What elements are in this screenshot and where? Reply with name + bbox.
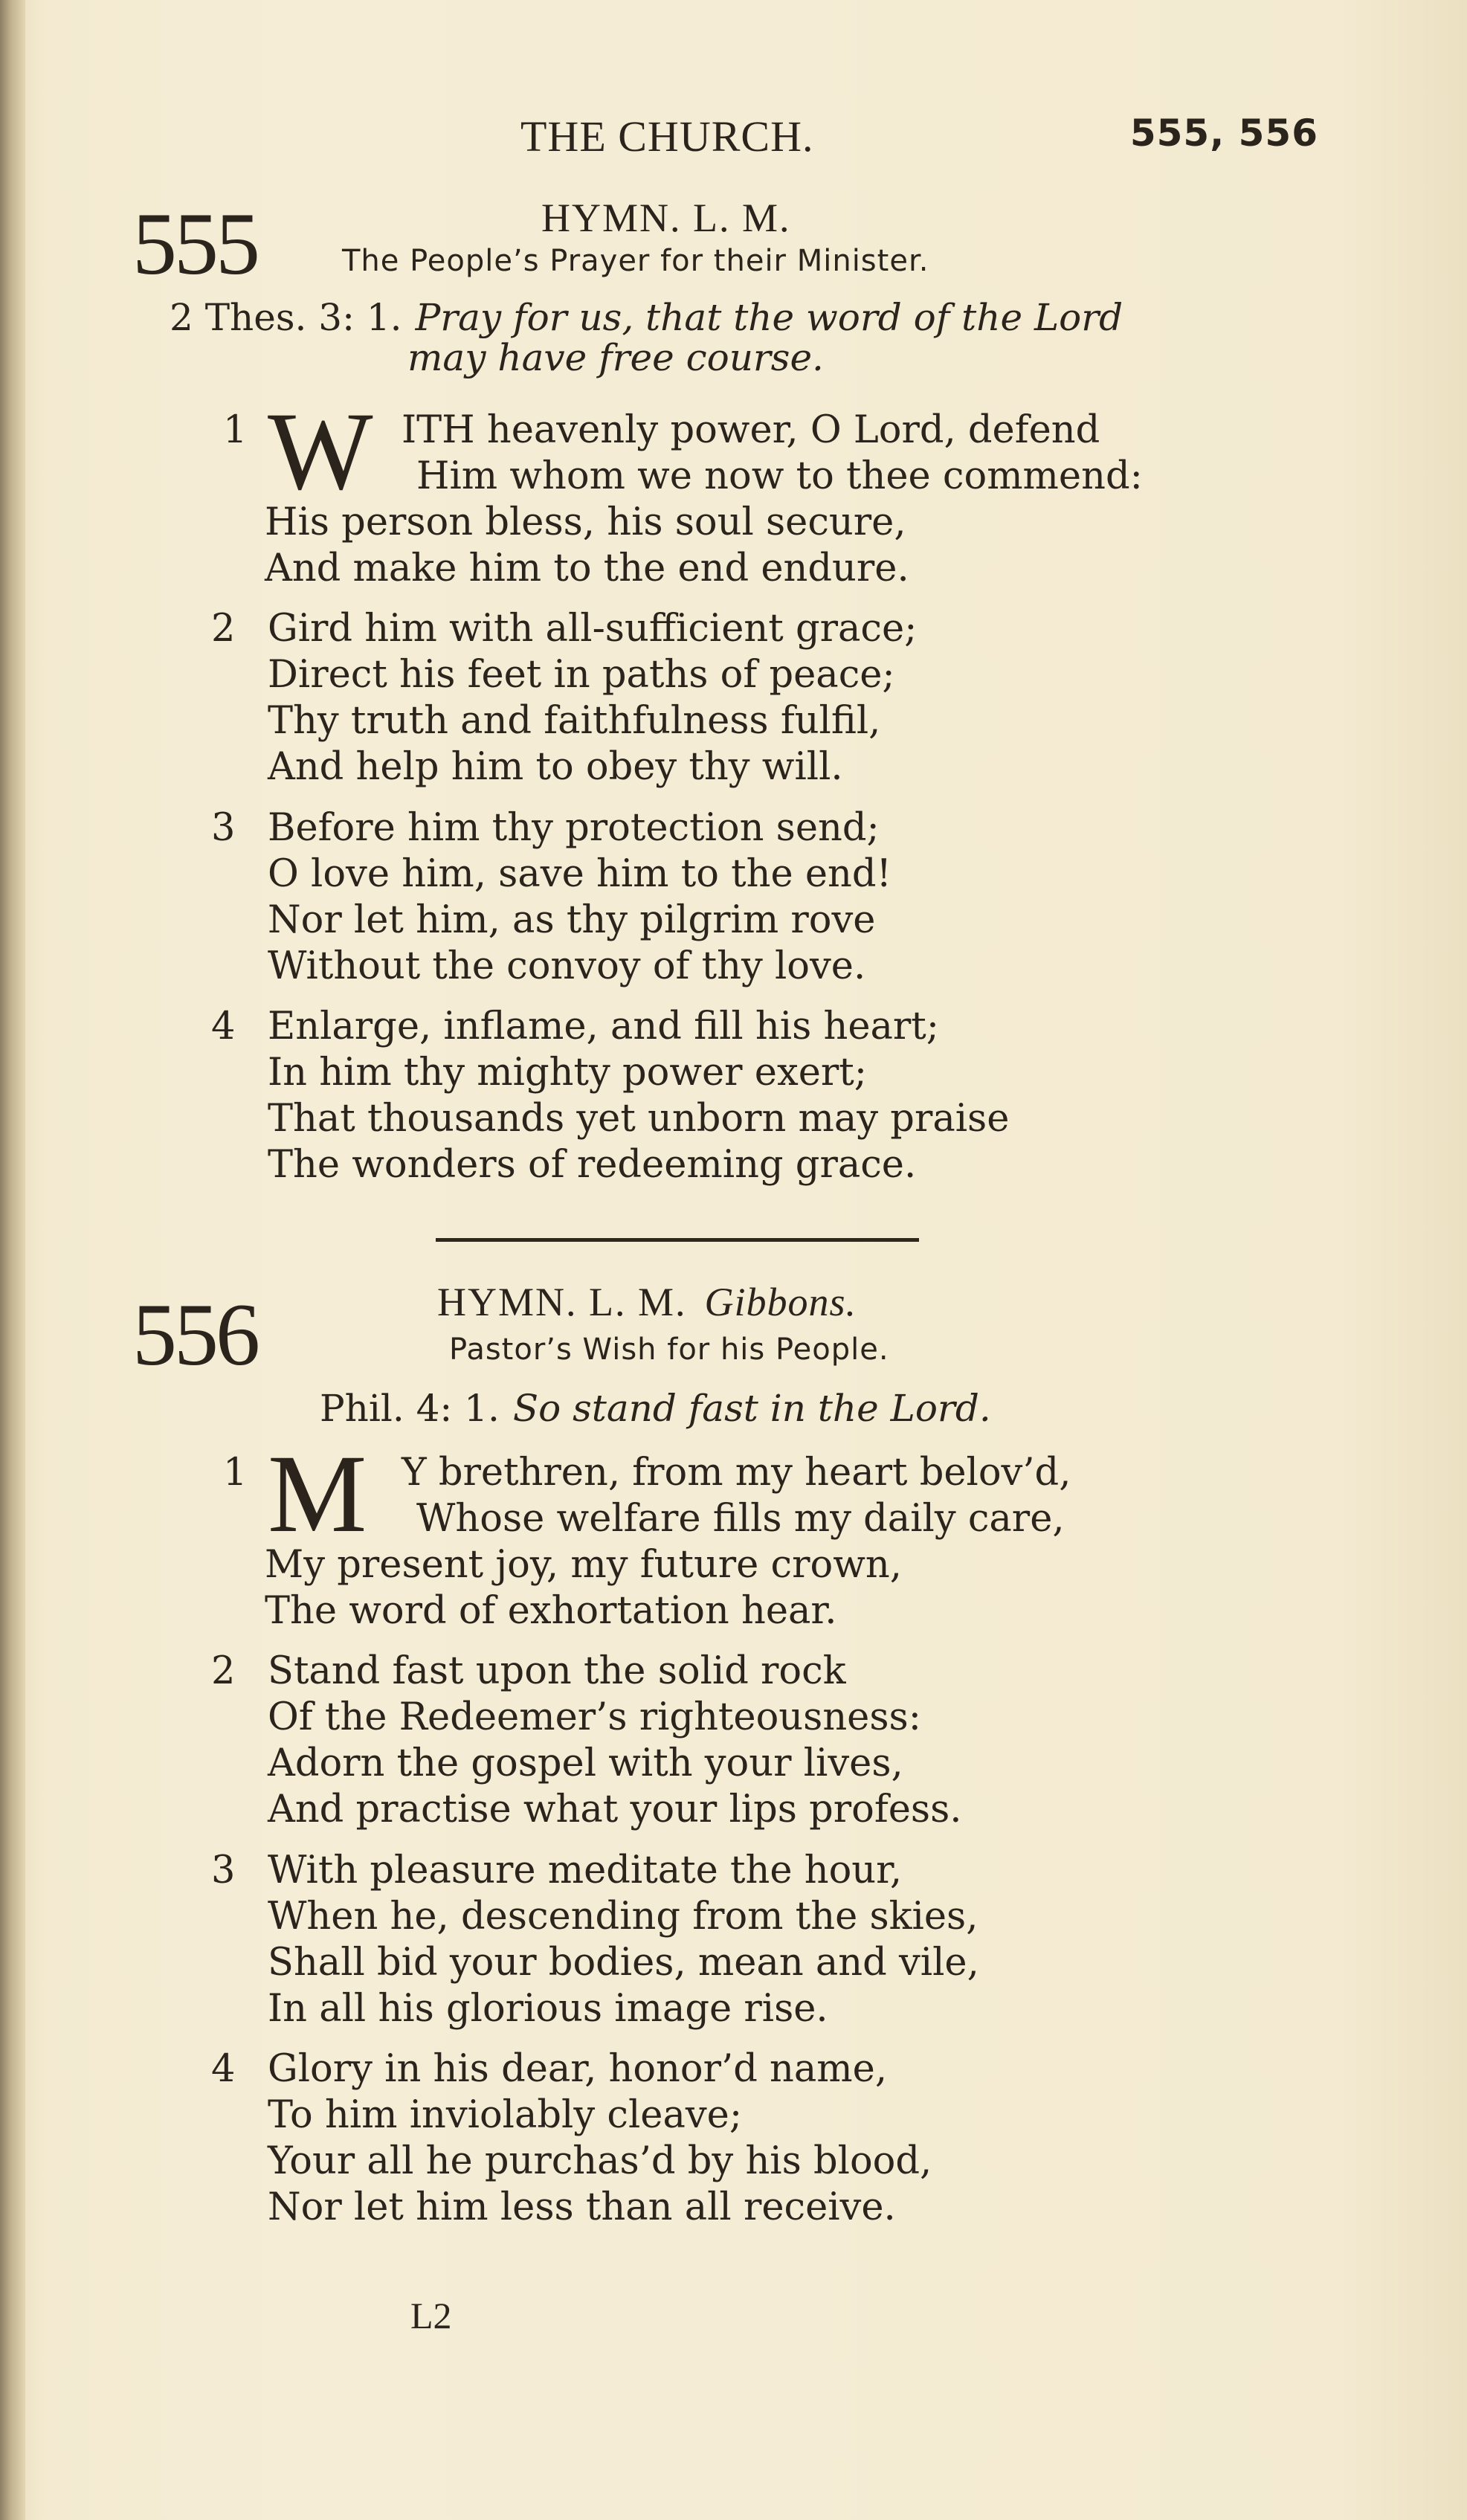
page-binding-edge — [0, 0, 25, 2520]
verse-line: With pleasure meditate the hour, — [268, 1849, 903, 1892]
verse-line: Before him thy protection send; — [268, 806, 880, 850]
signature-mark: L2 — [410, 2295, 452, 2336]
verse-line: Whose welfare fills my daily care, — [416, 1497, 1065, 1541]
verse-line: Nor let him less than all receive. — [268, 2185, 896, 2229]
verse-line: To him inviolably cleave; — [268, 2093, 743, 2137]
scripture-epigraph — [170, 296, 1123, 379]
scripture-quote: So stand fast in the Lord. — [512, 1387, 991, 1430]
verse-line: Without the convoy of thy love. — [268, 944, 866, 988]
verse — [211, 1848, 1376, 2032]
hymn-tune: Gibbons. — [704, 1280, 857, 1324]
verse — [211, 1004, 1376, 1188]
verse-number: 3 — [211, 806, 236, 850]
verse-number: 3 — [211, 1849, 236, 1892]
verse-line: Y brethren, from my heart belov’d, — [402, 1451, 1071, 1495]
hymn-subtitle: The People’s Prayer for their Minister. — [342, 244, 929, 278]
verse-line: Stand fast upon the solid rock — [268, 1649, 846, 1693]
verse-line: Direct his feet in paths of peace; — [268, 653, 895, 697]
verse-line: Glory in his dear, honor’d name, — [268, 2047, 888, 2091]
scripture-quote: Pray for us, that the word of the Lord — [415, 296, 1123, 339]
verse-line: In all his glorious image rise. — [268, 1987, 828, 2031]
verse-line: ITH heavenly power, O Lord, defend — [402, 408, 1100, 452]
verse-line: Him whom we now to thee commend: — [416, 454, 1143, 498]
verse — [211, 2046, 1376, 2231]
verse-line: His person bless, his soul secure, — [265, 500, 906, 544]
section-divider — [436, 1238, 919, 1242]
verse-number: 2 — [211, 607, 236, 651]
hymn-heading — [437, 1279, 857, 1325]
verse-line: And help him to obey thy will. — [268, 745, 843, 789]
verse-line: Of the Redeemer’s righteousness: — [268, 1695, 921, 1739]
verse-line: That thousands yet unborn may praise — [268, 1097, 1010, 1141]
verse-line: Adorn the gospel with your lives, — [268, 1741, 903, 1785]
running-head — [0, 112, 1467, 164]
verse-number: 1 — [223, 408, 248, 452]
verse — [211, 606, 1376, 790]
verse-line: When he, descending from the skies, — [268, 1895, 978, 1939]
running-head-page-numbers: 555, 556 — [1129, 112, 1318, 155]
drop-cap: W — [268, 390, 373, 513]
verse-line: And make him to the end endure. — [265, 547, 909, 590]
verse-line: Nor let him, as thy pilgrim rove — [268, 898, 876, 942]
verse-line: O love him, save him to the end! — [268, 852, 892, 896]
verse-line: In him thy mighty power exert; — [268, 1051, 867, 1095]
hymn-subtitle: Pastor’s Wish for his People. — [449, 1332, 889, 1367]
verse-number: 2 — [211, 1649, 236, 1693]
hymn-heading — [541, 195, 791, 241]
verse-line: Gird him with all-sufficient grace; — [268, 607, 918, 651]
scripture-epigraph — [320, 1387, 991, 1430]
verse-line: The word of exhortation hear. — [265, 1589, 837, 1633]
scripture-reference: Phil. 4: 1. — [320, 1387, 500, 1430]
verse-line: And practise what your lips profess. — [268, 1788, 962, 1831]
verse-number: 1 — [223, 1451, 248, 1495]
verse — [211, 805, 1376, 990]
hymn-number: 556 — [132, 1285, 257, 1384]
scripture-reference: 2 Thes. 3: 1. — [170, 296, 402, 339]
running-head-title: THE CHURCH. — [520, 112, 814, 161]
verse-line: Enlarge, inflame, and fill his heart; — [268, 1005, 939, 1048]
verse-line: Shall bid your bodies, mean and vile, — [268, 1941, 979, 1985]
verse-number: 4 — [211, 1005, 236, 1048]
verse-number: 4 — [211, 2047, 236, 2091]
verse — [211, 1649, 1376, 1833]
scripture-quote-continued: may have free course. — [407, 336, 824, 379]
verse-line: Your all he purchas’d by his blood, — [268, 2139, 932, 2183]
verse-line: My present joy, my future crown, — [265, 1543, 902, 1587]
verse-line: Thy truth and faithfulness fulfil, — [268, 699, 881, 743]
hymn-meter: HYMN. L. M. — [437, 1280, 687, 1324]
verse-line: The wonders of redeeming grace. — [268, 1143, 917, 1187]
hymn-meter: HYMN. L. M. — [541, 196, 791, 240]
verse — [216, 1432, 1376, 1634]
hymn-number: 555 — [132, 194, 257, 293]
drop-cap: M — [268, 1432, 367, 1556]
verse — [216, 390, 1376, 592]
